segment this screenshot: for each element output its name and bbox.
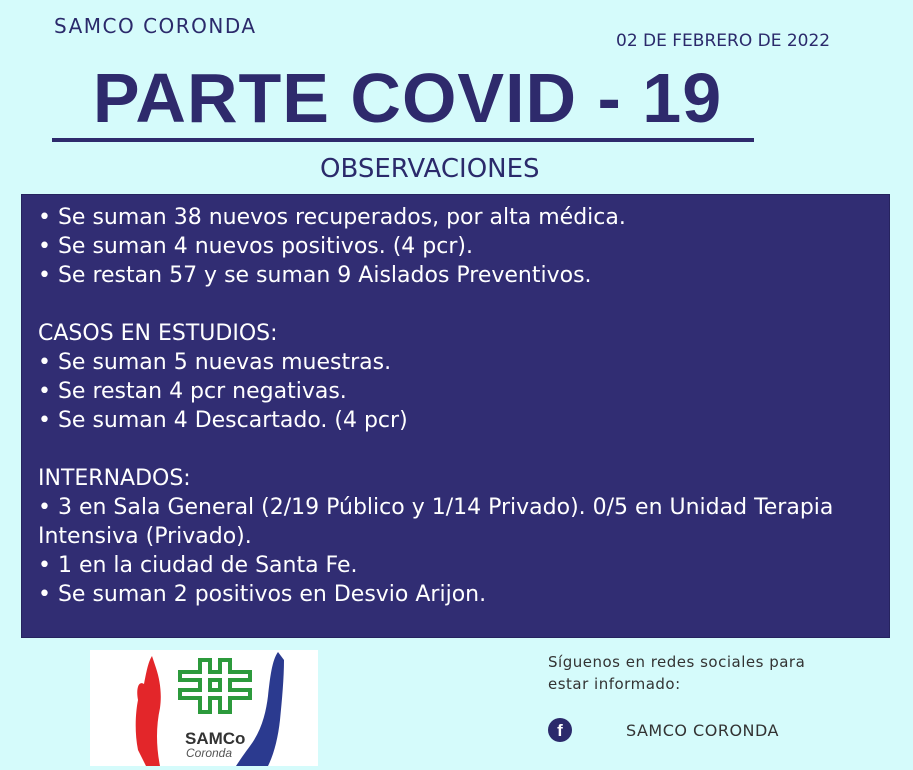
logo-name: SAMCo [185,729,246,748]
section-heading-estudios: CASOS EN ESTUDIOS: [38,321,278,346]
list-item: • Se restan 57 y se suman 9 Aislados Preventivos. [38,263,592,288]
list-item: • Se restan 4 pcr negativas. [38,379,347,404]
page-title: PARTE COVID - 19 [52,58,754,142]
samco-logo-graphic [90,650,318,766]
organization-name: SAMCO CORONDA [54,14,257,38]
social-invite-line: estar informado: [548,675,681,693]
social-invite-line: Síguenos en redes sociales para [548,653,806,671]
section-subtitle: OBSERVACIONES [320,154,540,184]
list-item: • 1 en la ciudad de Santa Fe. [38,553,358,578]
list-item: • Se suman 38 nuevos recuperados, por alta médica. [38,205,626,230]
report-date: 02 DE FEBRERO DE 2022 [616,31,831,51]
list-item: • Se suman 5 nuevas muestras. [38,350,392,375]
logo-city: Coronda [186,746,233,760]
facebook-page-link[interactable]: SAMCO CORONDA [626,721,779,740]
section-heading-internados: INTERNADOS: [38,466,191,491]
samco-logo [90,650,318,766]
observations-panel [21,194,890,638]
list-item: • Se suman 4 Descartado. (4 pcr) [38,408,408,433]
list-item: • Se suman 2 positivos en Desvio Arijon. [38,582,487,607]
facebook-icon[interactable]: f [548,718,572,742]
list-item: • Se suman 4 nuevos positivos. (4 pcr). [38,234,473,259]
social-invite [548,651,805,695]
list-item: • 3 en Sala General (2/19 Público y 1/14 Privado). 0/5 en Unidad Terapia Intensiva (Privado). [38,495,841,549]
